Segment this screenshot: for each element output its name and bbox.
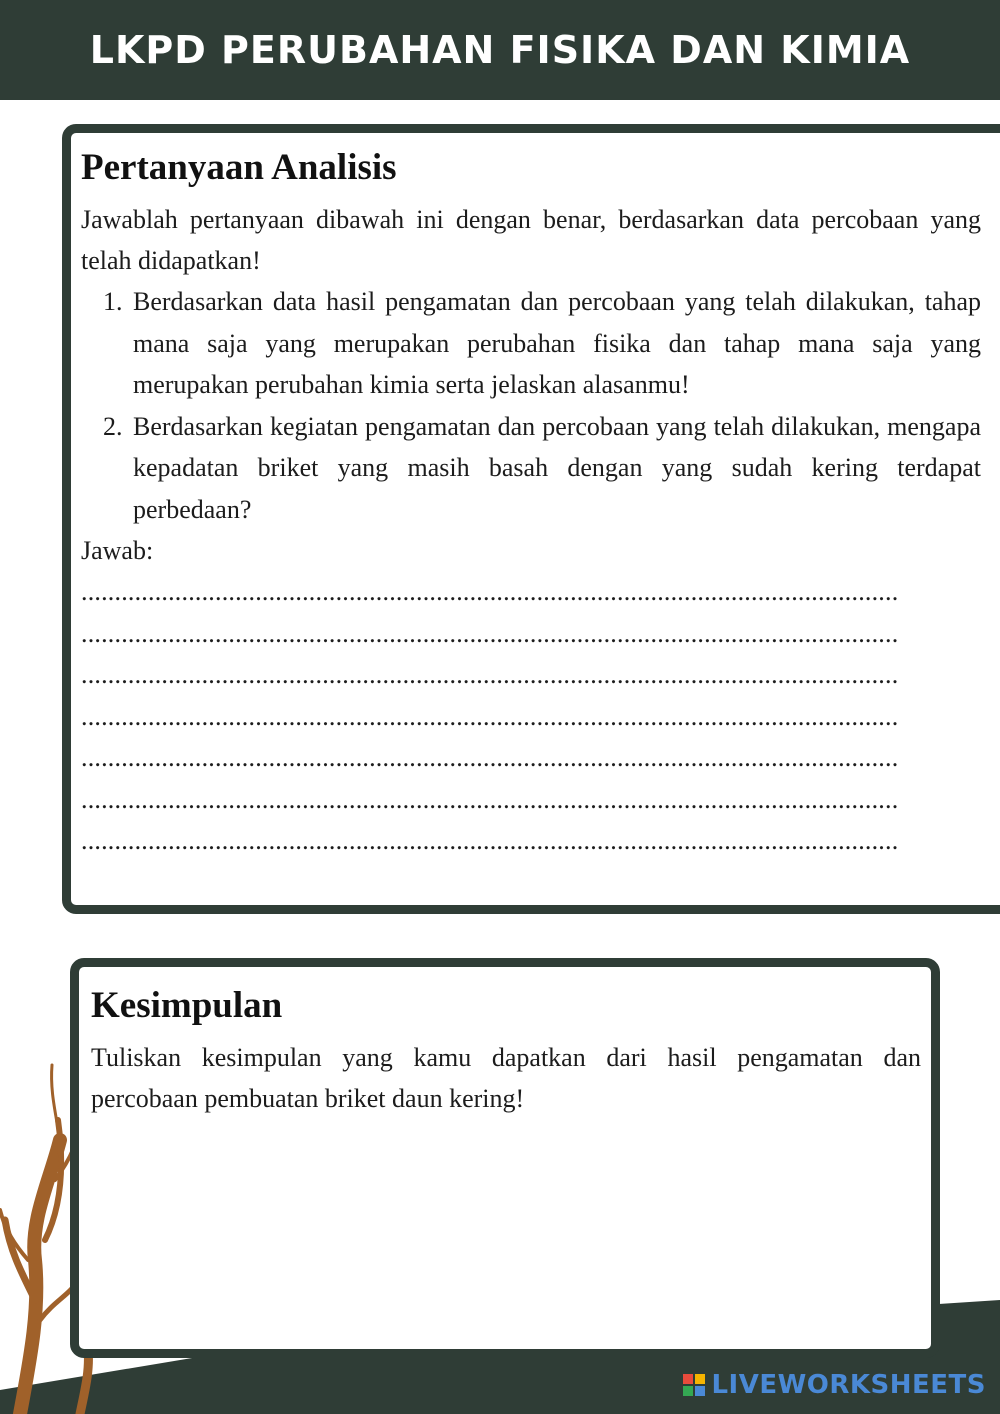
question-number: 1. (103, 287, 123, 316)
liveworksheets-logo-icon (683, 1374, 705, 1396)
question-text: Berdasarkan data hasil pengamatan dan percobaan yang telah dilakukan, tahap mana saja yang merupakan perubahan fisika dan tahap mana saja yang merupakan perubahan kimia serta jelaskan alasanmu! (133, 287, 981, 399)
question-item (103, 281, 981, 406)
page-title: LKPD PERUBAHAN FISIKA DAN KIMIA (89, 28, 911, 72)
conclusion-instruction: Tuliskan kesimpulan yang kamu dapatkan dari hasil pengamatan dan percobaan pembuatan briket daun kering! (91, 1043, 921, 1113)
answer-label: Jawab: (81, 536, 154, 565)
liveworksheets-brand (683, 1370, 986, 1400)
answer-line[interactable]: .......................................................................................................................... (81, 577, 899, 606)
answer-line[interactable]: .......................................................................................................................... (81, 784, 899, 814)
question-text: Berdasarkan kegiatan pengamatan dan percobaan yang telah dilakukan, mengapa kepadatan briket yang masih basah dengan yang sudah kering terdapat perbedaan? (133, 411, 981, 524)
answer-line[interactable]: .......................................................................................................................... (81, 660, 899, 689)
analysis-intro: Jawablah pertanyaan dibawah ini dengan benar, berdasarkan data percobaan yang telah didapatkan! (81, 205, 981, 275)
analysis-title: Pertanyaan Analisis (81, 147, 397, 188)
question-item (103, 406, 981, 531)
analysis-panel (62, 124, 1000, 914)
brand-text: LIVEWORKSHEETS (711, 1370, 986, 1400)
answer-line[interactable]: .......................................................................................................................... (81, 618, 899, 648)
answer-line[interactable]: .......................................................................................................................... (81, 826, 899, 855)
answer-line[interactable]: .......................................................................................................................... (81, 743, 899, 772)
header-bar (0, 0, 1000, 100)
conclusion-panel[interactable] (70, 958, 940, 1358)
question-number: 2. (103, 411, 123, 441)
conclusion-title: Kesimpulan (91, 985, 283, 1026)
answer-line[interactable]: .......................................................................................................................... (81, 701, 899, 731)
question-list (81, 281, 981, 530)
